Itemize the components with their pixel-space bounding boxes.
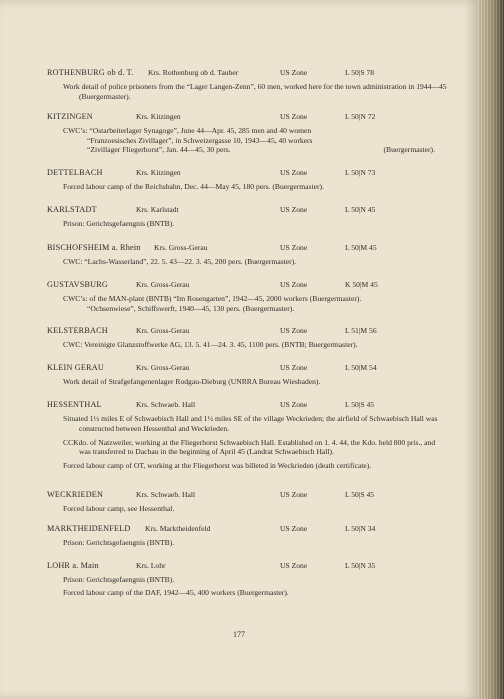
map-reference: L 50|M 45 bbox=[345, 243, 377, 252]
entry-text: “Franzoesisches Zivillager”, in Schweizergasse 10, 1943—45, 40 workers bbox=[87, 135, 313, 145]
map-reference: L 51|M 56 bbox=[345, 326, 377, 335]
entry-header bbox=[47, 205, 447, 215]
zone-name: US Zone bbox=[280, 490, 308, 499]
entry-text: “Ochsenwiese”, Schiffswerft, 1940—45, 130 pers. (Buergermaster). bbox=[87, 303, 295, 313]
entry-header bbox=[47, 400, 447, 410]
entry-text: Prison: Gerichtsgefaengnis (BNTB). bbox=[63, 219, 175, 228]
entry-text: Work detail of Strafgefangenenlager Rodgau-Dieburg (UNRRA Bureau Wiesbaden). bbox=[63, 377, 321, 386]
entry-text: Forced labour camp, see Hessenthal. bbox=[63, 504, 175, 513]
map-reference: L 50|S 78 bbox=[345, 68, 375, 77]
entry-header bbox=[47, 68, 447, 78]
entry-dettelbach bbox=[47, 168, 447, 195]
district-name: Krs. Karlstadt bbox=[136, 205, 179, 214]
entry-karlstadt bbox=[47, 205, 447, 232]
entry-body bbox=[47, 219, 447, 229]
map-reference: K 50|M 45 bbox=[345, 280, 378, 289]
entry-gustavsburg bbox=[47, 280, 447, 313]
zone-name: US Zone bbox=[280, 326, 308, 335]
place-name: MARKTHEIDENFELD bbox=[47, 524, 131, 533]
entry-rothenburg bbox=[47, 68, 447, 105]
entry-header bbox=[47, 168, 447, 178]
entry-header bbox=[47, 243, 447, 253]
entry-text: Prison: Gerichtsgefaengnis (BNTB). bbox=[63, 538, 175, 547]
map-reference: L 50|M 54 bbox=[345, 363, 377, 372]
district-name: Krs. Kitzingen bbox=[136, 168, 181, 177]
entry-weckrieden bbox=[47, 490, 447, 517]
entry-header bbox=[47, 326, 447, 336]
map-reference: L 50|N 73 bbox=[345, 168, 376, 177]
entry-text: Forced labour camp of the Reichsbahn, Dec. 44—May 45, 180 pers. (Buergermaster). bbox=[63, 182, 324, 191]
entry-text: Situated 1½ miles E of Schwaebisch Hall and 1½ miles SE of the village Weckrieden; the airfield of Schwaebisch Hall was constructed between Hessenthal and Weckrieden. bbox=[63, 414, 438, 433]
place-name: DETTELBACH bbox=[47, 168, 103, 177]
place-name: KARLSTADT bbox=[47, 205, 97, 214]
zone-name: US Zone bbox=[280, 524, 308, 533]
entry-text: Forced labour camp of the DAF, 1942—45, 400 workers (Buergermaster). bbox=[63, 588, 289, 597]
entry-klein-gerau bbox=[47, 363, 447, 390]
zone-name: US Zone bbox=[280, 205, 308, 214]
entry-text: CWC’s: “Ostarbeiterlager Synagoge”, June 44—Apr. 45, 285 men and 40 women bbox=[63, 126, 312, 135]
entry-text: CWC: “Lachs-Wasserland”, 22. 5. 43—22. 3. 45, 200 pers. (Buergermaster). bbox=[63, 257, 297, 266]
district-name: Krs. Schwaeb. Hall bbox=[136, 400, 196, 409]
zone-name: US Zone bbox=[280, 400, 308, 409]
entry-lohr bbox=[47, 561, 447, 601]
district-name: Krs. Lohr bbox=[136, 561, 166, 570]
district-name: Krs. Marktheidenfeld bbox=[145, 524, 211, 533]
place-name: BISCHOFSHEIM a. Rhein bbox=[47, 243, 141, 252]
entry-kelsterbach bbox=[47, 326, 447, 353]
entry-bischofsheim bbox=[47, 243, 447, 270]
entry-body bbox=[47, 257, 447, 267]
book-page-edges bbox=[478, 0, 504, 699]
zone-name: US Zone bbox=[280, 280, 308, 289]
zone-name: US Zone bbox=[280, 112, 308, 121]
place-name: WECKRIEDEN bbox=[47, 490, 104, 499]
zone-name: US Zone bbox=[280, 363, 308, 372]
zone-name: US Zone bbox=[280, 561, 308, 570]
district-name: Krs. Kitzingen bbox=[136, 112, 181, 121]
place-name: LOHR a. Main bbox=[47, 561, 99, 570]
entry-header bbox=[47, 280, 447, 290]
entry-header bbox=[47, 490, 447, 500]
place-name: HESSENTHAL bbox=[47, 400, 102, 409]
map-reference: L 50|N 45 bbox=[345, 205, 376, 214]
district-name: Krs. Rothenburg ob d. Tauber bbox=[148, 68, 239, 77]
entry-text: CWC: Vereinigte Glanzstoffwerke AG, 13. 5. 41—24. 3. 45, 1100 pers. (BNTB; Buergermaster). bbox=[63, 340, 358, 349]
map-reference: L 50|S 45 bbox=[345, 490, 375, 499]
entry-body bbox=[47, 575, 447, 598]
entry-header bbox=[47, 561, 447, 571]
place-name: ROTHENBURG ob d. T. bbox=[47, 68, 134, 77]
district-name: Krs. Gross-Gerau bbox=[136, 326, 190, 335]
entry-text: “Zivillager Fliegerhorst”, Jan. 44—45, 30 pers. bbox=[87, 145, 231, 154]
entry-source: (Buergermaster). bbox=[383, 145, 435, 154]
district-name: Krs. Gross-Gerau bbox=[136, 363, 190, 372]
district-name: Krs. Gross-Gerau bbox=[136, 280, 190, 289]
page-number: 177 bbox=[233, 630, 245, 639]
map-reference: L 50|N 35 bbox=[345, 561, 376, 570]
entry-text: Work detail of police prisoners from the “Lager Langen-Zenn”, 60 men, worked here for the town administration in 1944—45 (Buergermaster). bbox=[63, 82, 447, 101]
map-reference: L 50|N 72 bbox=[345, 112, 376, 121]
entry-marktheidenfeld bbox=[47, 524, 447, 551]
zone-name: US Zone bbox=[280, 168, 308, 177]
entry-body bbox=[47, 126, 447, 155]
place-name: GUSTAVSBURG bbox=[47, 280, 108, 289]
entry-hessenthal bbox=[47, 400, 447, 474]
district-name: Krs. Schwaeb. Hall bbox=[136, 490, 196, 499]
place-name: KELSTERBACH bbox=[47, 326, 108, 335]
map-reference: L 50|N 34 bbox=[345, 524, 376, 533]
zone-name: US Zone bbox=[280, 68, 308, 77]
entry-body bbox=[47, 182, 447, 192]
entry-body bbox=[47, 504, 447, 514]
entry-body bbox=[47, 340, 447, 350]
entry-text: Prison: Gerichtsgefaengnis (BNTB). bbox=[63, 575, 175, 584]
entry-header bbox=[47, 524, 447, 534]
entry-text: CWC’s: of the MAN-plant (BNTB) “Im Rosengarten”, 1942—45, 2000 workers (Buergermaster). bbox=[63, 294, 362, 303]
entry-body bbox=[47, 377, 447, 387]
place-name: KLEIN GERAU bbox=[47, 363, 105, 372]
entry-body bbox=[47, 538, 447, 548]
place-name: KITZINGEN bbox=[47, 112, 93, 121]
entry-kitzingen bbox=[47, 112, 447, 155]
zone-name: US Zone bbox=[280, 243, 308, 252]
entry-header bbox=[47, 112, 447, 122]
map-reference: L 50|S 45 bbox=[345, 400, 375, 409]
entry-body bbox=[47, 414, 447, 471]
entry-text: CCKdo. of Natzweiler, working at the Fliegerhorst Schwaebisch Hall. Established on 1. 4. 44, the Kdo. held 800 pris., and was transferred to Dachau in the beginning of April 45 (Landrat Schwaebisch Hall). bbox=[63, 437, 436, 457]
entry-text: Forced labour camp of OT, working at the Fliegerhorst was billeted in Weckrieden (death certificate). bbox=[63, 461, 372, 471]
entry-body bbox=[47, 294, 447, 313]
district-name: Krs. Gross-Gerau bbox=[154, 243, 208, 252]
entry-body bbox=[47, 82, 447, 102]
entry-header bbox=[47, 363, 447, 373]
